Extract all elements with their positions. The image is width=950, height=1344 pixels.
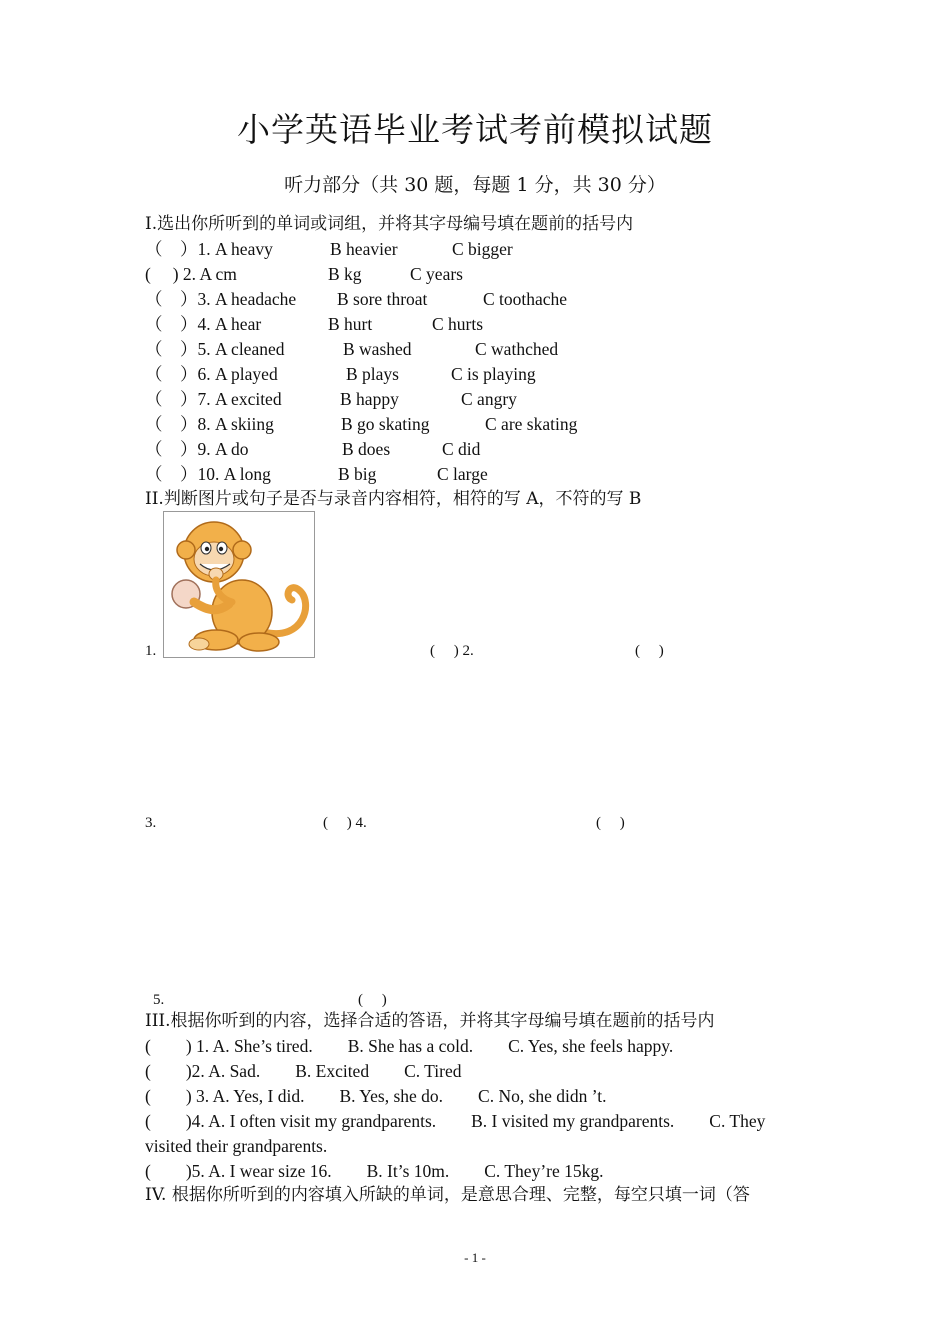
section1-item [145, 438, 805, 460]
section1-item-option-b: B go skating [341, 414, 430, 434]
section2-heading: II.判断图片或句子是否与录音内容相符，相符的写 A，不符的写 B [145, 489, 642, 509]
section1-item-option-c: C are skating [485, 414, 578, 434]
q2-3-number: 3. [145, 815, 157, 831]
section1-item-option-b: B heavier [330, 239, 398, 259]
page-title: 小学英语毕业考试考前模拟试题 [237, 110, 713, 149]
section1-item-option-a: （ ）8. A skiing [145, 414, 274, 434]
q2-4-answer-bracket: ( ) [596, 815, 625, 831]
section1-item-option-c: C hurts [432, 314, 484, 334]
section1-item-option-a: （ ）6. A played [145, 364, 278, 384]
section1-item-option-c: C toothache [483, 289, 568, 309]
section1-item [145, 288, 805, 310]
section1-item-option-a: ( ) 2. A cm [145, 264, 237, 284]
section1-item [145, 463, 805, 485]
section1-item [145, 238, 805, 260]
section1-item-option-a: （ ）7. A excited [145, 389, 282, 409]
section1-item-option-c: C angry [461, 389, 517, 409]
section1-item-option-c: C years [410, 264, 463, 284]
section1-item-option-b: B does [342, 439, 391, 459]
section3-item-4-cont: visited their grandparents. [145, 1136, 328, 1156]
section1-item [145, 338, 805, 360]
q2-5-number: 5. [153, 992, 165, 1008]
section1-item-option-c: C wathched [475, 339, 559, 359]
monkey-image [163, 511, 315, 658]
section1-item-option-c: C bigger [452, 239, 513, 259]
section1-item-option-c: C did [442, 439, 481, 459]
section1-item-option-c: C is playing [451, 364, 536, 384]
section3-item-5: ( )5. A. I wear size 16. B. It’s 10m. C. They’re 15kg. [145, 1161, 604, 1181]
section3-item-2: ( )2. A. Sad. B. Excited C. Tired [145, 1061, 462, 1081]
q2-2-answer-bracket: ( ) [635, 643, 664, 659]
section1-item-option-a: （ ）1. A heavy [145, 239, 273, 259]
page-subtitle: 听力部分（共 30 题，每题 1 分，共 30 分） [284, 174, 666, 196]
section1-item-option-b: B hurt [328, 314, 373, 334]
section1-item-option-b: B sore throat [337, 289, 428, 309]
section3-item-4: ( )4. A. I often visit my grandparents. B. I visited my grandparents. C. They [145, 1111, 766, 1131]
section1-heading: I.选出你所听到的单词或词组，并将其字母编号填在题前的括号内 [145, 214, 634, 234]
section1-item-option-b: B kg [328, 264, 362, 284]
section1-item-option-a: （ ）5. A cleaned [145, 339, 285, 359]
page-number: - 1 - [464, 1250, 486, 1265]
section1-item [145, 313, 805, 335]
q2-1-answer-bracket: ( ) 2. [430, 643, 474, 659]
q2-3-answer-bracket: ( ) 4. [323, 815, 367, 831]
section1-item-option-a: （ ）9. A do [145, 439, 249, 459]
section1-item [145, 263, 805, 285]
section1-item-option-a: （ ）4. A hear [145, 314, 262, 334]
q2-5-answer-bracket: ( ) [358, 992, 387, 1008]
section1-item [145, 388, 805, 410]
section4-heading: IV. 根据你所听到的内容填入所缺的单词，是意思合理、完整，每空只填一词（答 [145, 1185, 750, 1205]
section1-item-option-b: B plays [346, 364, 399, 384]
monkey-icon [164, 512, 314, 657]
section1-item [145, 413, 805, 435]
section1-item-option-b: B washed [343, 339, 412, 359]
section1-item-option-c: C large [437, 464, 488, 484]
section3-heading: III.根据你听到的内容，选择合适的答语，并将其字母编号填在题前的括号内 [145, 1011, 715, 1031]
section1-item [145, 363, 805, 385]
section3-item-3: ( ) 3. A. Yes, I did. B. Yes, she do. C. No, she didn ’t. [145, 1086, 607, 1106]
section3-item-1: ( ) 1. A. She’s tired. B. She has a cold. C. Yes, she feels happy. [145, 1036, 674, 1056]
section1-item-option-a: （ ）3. A headache [145, 289, 297, 309]
q2-1-number: 1. [145, 643, 157, 659]
section1-item-option-b: B big [338, 464, 377, 484]
section1-item-option-b: B happy [340, 389, 399, 409]
section1-item-option-a: （ ）10. A long [145, 464, 271, 484]
